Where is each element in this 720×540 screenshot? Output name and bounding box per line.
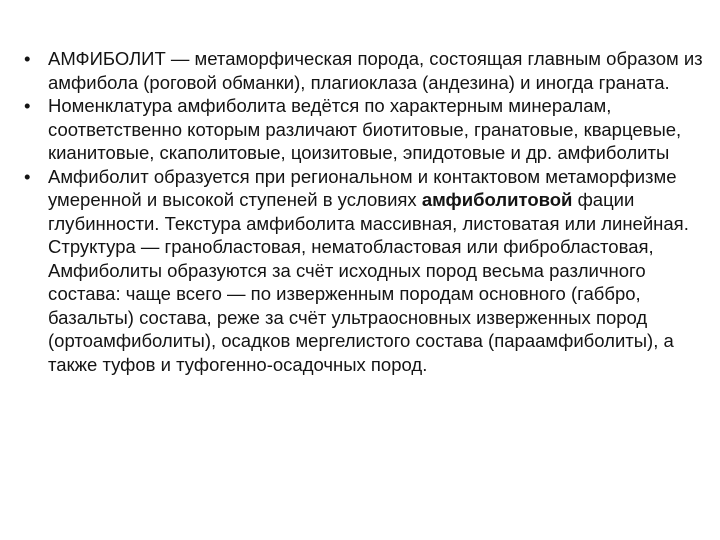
bullet-list	[22, 47, 714, 376]
bullet-text-after: фации глубинности. Текстура амфиболита массивная, листоватая или линейная. Структура — гранобластовая, нематобластовая или фибробластовая, Амфиболиты образуются за счёт исходных пород весьма различного состава: чаще всего — по изверженным породам основного (габбро, базальты) состава, реже за счёт ультраосновных изверженных пород (ортоамфиболиты), осадков мергелистого состава (парaамфиболиты), а также туфов и туфогенно-осадочных пород.	[48, 189, 689, 375]
bullet-marker: •	[24, 165, 31, 187]
bullet-item-formation	[22, 165, 714, 377]
bullet-item-definition	[22, 47, 714, 94]
bullet-text	[48, 165, 714, 377]
bullet-text: Номенклатура амфиболита ведётся по характерным минералам, соответственно которым различают биотитовые, гранатовые, кварцевые, кианитовые, скаполитовые, цоизитовые, эпидотовые и др. амфиболиты	[48, 95, 682, 163]
bullet-item-nomenclature	[22, 94, 714, 165]
bullet-text: АМФИБОЛИТ — метаморфическая порода, состоящая главным образом из амфибола (роговой обманки), плагиоклаза (андезина) и иногда граната.	[48, 48, 703, 93]
bullet-text-bold: амфиболитовой	[421, 189, 573, 210]
bullet-marker: •	[24, 48, 31, 69]
bullet-marker: •	[24, 95, 31, 116]
bullet-text-before: Амфиболит образуется при региональном и контактовом метаморфизме умеренной и высокой ступеней в условиях	[48, 165, 677, 210]
